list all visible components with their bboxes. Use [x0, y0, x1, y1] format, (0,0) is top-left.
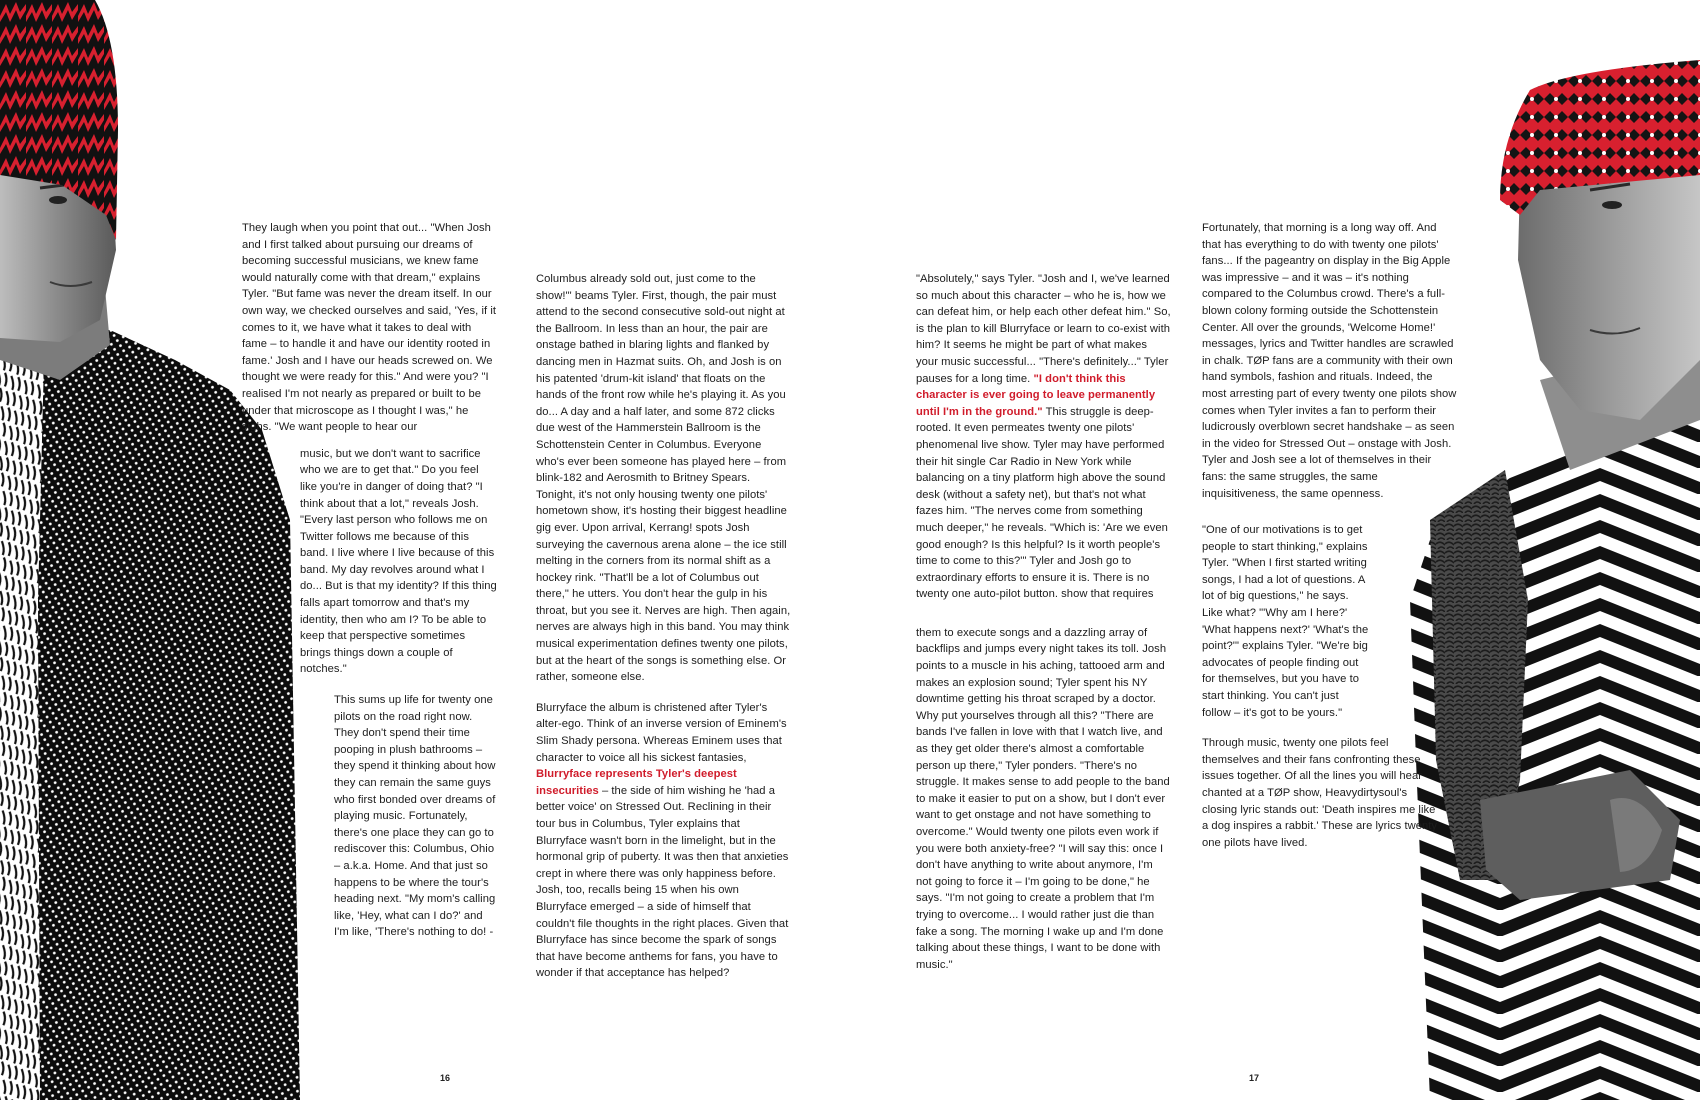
pull-highlight: "I don't think this character is ever going to leave permanently until I'm in the ground.": [916, 372, 1156, 418]
paragraph: They laugh when you point that out... "When Josh and I first talked about pursuing our dreams of becoming successful musicians, we knew fame would naturally come with that dream," explains Tyler. "But fame was never the dream itself. In our own way, we checked ourselves and said, 'Yes, if it comes to it, we have what it takes to deal with fame – to handle it and have our identity rooted in fame.' Josh and I have our heads screwed on. We thought we were ready for this." And were you? "I realised I'm not nearly as prepared or built to be under that microscope as I thought I was," he sighs. "We want people to hear our: [242, 222, 497, 434]
paragraph-text: "Absolutely," says Tyler. "Josh and I, we've learned so much about this character – who he is, how we can defeat him, or help each other defeat him." So, is the plan to kill Blurryface or learn to co-exist with him? It seems he might be part of what makes your music successful... "There's definitely..." Tyler pauses for a long time.: [916, 273, 1171, 385]
paragraph-text: Blurryface the album is christened after Tyler's alter-ego. Think of an inverse version of Eminem's Slim Shady persona. Whereas Eminem uses that character to voice all his sickest fantasies,: [536, 701, 787, 764]
paragraph: This sums up life for twenty one pilots on the road right now. They don't spend their time pooping in plush bathrooms – they spend it thinking about how they can remain the same guys who first bonded over dreams of playing music. Fortunately, there's one place they can go to rediscover this: Columbus, Ohio – a.k.a. Home. And that just so happens to be where the tour's heading next. "My mom's calling like, 'Hey, what can I do?' and I'm like, 'There's nothing to do! -: [334, 694, 496, 939]
paragraph: Through music, twenty one pilots feel themselves and their fans confronting these issues together. Of all the lines you will hear chanted at a TØP show, Heavydirtysoul's closing lyric stands out: 'Death inspires me like a dog inspires a rabbit.' These are lyrics twenty one pilots have lived.: [1202, 737, 1438, 849]
pull-highlight: Blurryface represents Tyler's deepest insecurities: [536, 768, 737, 797]
paragraph: "One of our motivations is to get people to start thinking," explains Tyler. "When I first started writing songs, I had a lot of questions. A lot of big questions," he says. Like what? "'Why am I here?' 'What happens next?' 'What's the point?'" explains Tyler. "We're big advocates of people finding out for themselves, but you have to start thinking. You can't just follow – it's got to be yours.": [1202, 524, 1369, 719]
paragraph-text: – the side of him wishing he 'had a better voice' on Stressed Out. Reclining in their tour bus in Columbus, Tyler explains that Blurryface wasn't born in the limelight, but in the hormonal grip of puberty. It was then that anxieties crept in where there was only happiness before. Josh, too, recalls being 15 when his own Blurryface emerged – a side of himself that couldn't file thoughts in the right places. Given that Blurryface has since become the spark of songs that have become anthems for fans, you have to wonder if that acceptance has helped?: [536, 784, 789, 980]
paragraph: music, but we don't want to sacrifice who we are to get that." Do you feel like you're in danger of doing that? "I think about that a lot," reveals Josh. "Every last person who follows me on Twitter follows me because of this band. I live where I live because of this band. My day revolves around what I do... But is that my identity? If this thing falls apart tomorrow and that's my identity, then who am I? To be able to keep that perspective sometimes brings things down a couple of notches.": [300, 447, 497, 676]
page-number: 16: [440, 1073, 451, 1083]
paragraph: Columbus already sold out, just come to the show!'" beams Tyler. First, though, the pair must attend to the second consecutive sold-out night at the Ballroom. In less than an hour, the pair are onstage bathed in blaring lights and flanked by dancing men in Hazmat suits. Oh, and Josh is on his patented 'drum-kit island' that floats on the hands of the front row while he's playing it. As you do... A day and a half later, and some 872 clicks due west of the Hammerstein Ballroom is the Schottenstein Center in Columbus. Everyone who's ever been someone has played here – from blink-182 and Aerosmith to Britney Spears. Tonight, it's not only housing twenty one pilots' hometown show, it's hosting their biggest headline gig ever. Upon arrival, Kerrang! spots Josh surveying the cavernous arena alone – the ice still melting in the corners from its normal shift as a hockey rink. "That'll be a lot of Columbus out there," he utters. You don't hear the gulp in his throat, but you see it. Nerves are high. Then again, nerves are always high in this band. You may think musical experimentation defines twenty one pilots, but at the heart of the songs is something else. Or rather, someone else.: [536, 273, 791, 684]
article-column-2: [536, 271, 791, 996]
paragraph: Fortunately, that morning is a long way off. And that has everything to do with twenty one pilots' fans... If the pageantry on display in the Big Apple was impressive – and it was – it's nothing compared to the Columbus crowd. There's a full-blown colony forming outside the Schottenstein Center. All over the grounds, 'Welcome Home!' messages, lyrics and Twitter handles are scrawled in chalk. TØP fans are a community with their own hand symbols, fashion and rituals. Indeed, the most arresting part of every twenty one pilots show comes when Tyler invites a fan to perform their ludicrously overblown secret handshake – as seen in the video for Stressed Out – onstage with Josh. Tyler and Josh see a lot of themselves in their fans: the same struggles, the same inquisitiveness, the same openness.: [1202, 222, 1457, 500]
paragraph: [916, 271, 1171, 603]
paragraph-text: This struggle is deep-rooted. It even permeates twenty one pilots' phenomenal live show. Tyler may have performed their hit single Car Radio in New York while balancing on a tiny platform high above the sound desk (without a safety net), but that's not what fazes him. "The nerves come from something much deeper," he reveals. "Which is: 'Are we even good enough? Is this helpful? Is it worth people's time to come to this?'" Tyler and Josh go to extraordinary efforts to ensure it is. There is no twenty one auto-pilot button. show that requires: [916, 405, 1168, 601]
article-column-1: [242, 220, 497, 955]
page-number: 17: [1249, 1073, 1260, 1083]
paragraph: them to execute songs and a dazzling array of backflips and jumps every night takes its toll. Josh points to a muscle in his aching, tattooed arm and makes an explosion sound; Tyler spent his NY downtime getting his throat scraped by a doctor. Why put yourselves through all this? "There are bands I've fallen in love with that I watch live, and as they get older there's almost a comfortable person up there," Tyler ponders. "There's no struggle. It makes sense to add people to the band to make it easier to put on a show, but I don't ever want to get onstage and not have something to overcome." Would twenty one pilots even work if you were both anxiety-free? "I will say this: once I don't have anything to write about anymore, I'm not going to force it – I'm going to be done," he says. "I'm not going to create a problem that I'm trying to overcome... I would rather just die than fake a song. The morning I wake up and I'm done talking about these things, I want to be done with music.": [916, 626, 1170, 971]
article-column-3: [916, 271, 1171, 987]
article-column-4: [1202, 220, 1457, 865]
paragraph: [536, 700, 791, 982]
